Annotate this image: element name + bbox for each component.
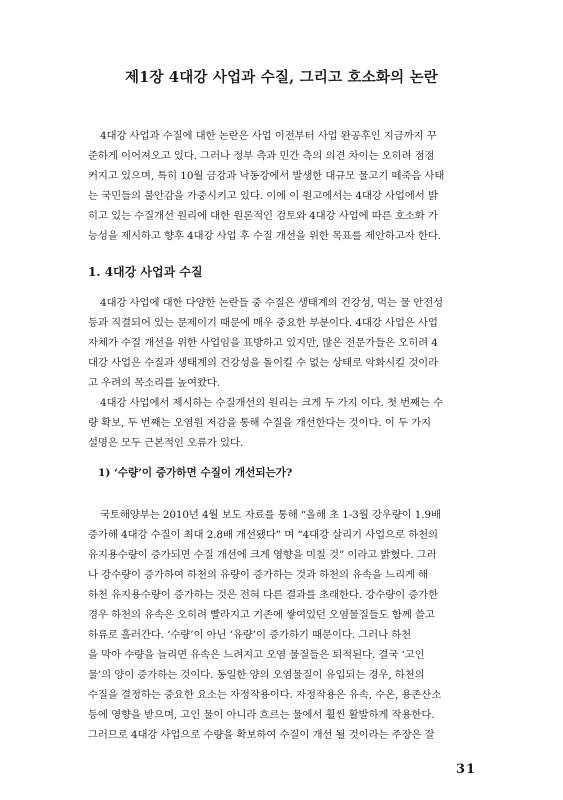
section-paragraph xyxy=(88,293,484,453)
section-heading: 1. 4대강 사업과 수질 xyxy=(88,265,203,279)
text-line: 유지용수량이 증가되면 수질 개선에 크게 영향을 미칠 것” 이라고 밝혔다. 그러 xyxy=(88,549,437,561)
page-number: 31 xyxy=(456,762,477,777)
text-line: 등에 영향을 받으며, 고인 물이 아니라 흐르는 물에서 훨씬 활발하게 작용한다. xyxy=(88,709,435,721)
text-line: 을 막아 수량을 늘리면 유속은 느려지고 오염 물질들은 퇴적된다. 결국 ‘고인 xyxy=(88,649,425,661)
text-line: 등과 직결되어 있는 문제이기 때문에 매우 중요한 부분이다. 4대강 사업은 사업 xyxy=(88,317,438,329)
subsection-paragraph xyxy=(88,505,484,745)
text-line: 수질을 결정하는 중요한 요소는 자정작용이다. 자정작용은 유속, 수온, 용존산소 xyxy=(88,689,442,701)
text-line: 4대강 사업과 수질에 대한 논란은 사업 이전부터 사업 완공후인 지금까지 꾸 xyxy=(100,130,437,142)
intro-paragraph xyxy=(88,126,484,246)
text-line: 준하게 이어져오고 있다. 그러나 정부 측과 민간 측의 의견 차이는 오히려 점점 xyxy=(88,150,435,162)
text-line: 설명은 모두 근본적인 오류가 있다. xyxy=(88,437,244,449)
text-line: 4대강 사업에 대한 다양한 논란들 중 수질은 생태계의 건강성, 먹는 물 안전성 xyxy=(100,297,444,309)
text-line: 그러므로 4대강 사업으로 수량을 확보하여 수질이 개선 될 것이라는 주장은 잘 xyxy=(88,729,435,741)
text-line: 4대강 사업에서 제시하는 수질개선의 원리는 크게 두 가지 이다. 첫 번째는 수 xyxy=(100,397,444,409)
text-line: 량 확보, 두 번째는 오염원 저감을 통해 수질을 개선한다는 것이다. 이 두 가지 xyxy=(88,417,431,429)
subsection-heading: 1) ‘수량’이 증가하면 수질이 개선되는가? xyxy=(98,467,293,479)
text-line: 자체가 수질 개선을 위한 사업임을 표방하고 있지만, 많은 전문가들은 오히려 4 xyxy=(88,337,438,349)
text-line: 국토해양부는 2010년 4월 보도 자료를 통해 “올해 초 1-3월 강우량이 1.9배 xyxy=(100,509,441,521)
text-line: 능성을 제시하고 향후 4대강 사업 후 수질 개선을 위한 목표를 제안하고자 한다. xyxy=(88,230,442,242)
text-line: 나 강수량이 증가하여 하천의 유량이 증가하는 것과 하천의 유속을 느리게 해 xyxy=(88,569,429,581)
text-line: 대강 사업은 수질과 생태계의 건강성을 돌이킬 수 없는 상태로 악화시킬 것이라 xyxy=(88,357,439,369)
text-line: 하천 유지용수량이 증가하는 것은 전혀 다른 결과를 초래한다. 강수량이 증가한 xyxy=(88,589,439,601)
text-line: 경우 하천의 유속은 오히려 빨라지고 기존에 쌓여있던 오염물질들도 함께 쓸고 xyxy=(88,609,435,621)
text-line: 는 국민들의 불안감을 가중시키고 있다. 이에 이 원고에서는 4대강 사업에서 밝 xyxy=(88,190,438,202)
text-line: 하류로 흘러간다. ‘수량’이 아닌 ‘유량’이 증가하기 때문이다. 그러나 하천 xyxy=(88,629,412,641)
text-line: 히고 있는 수질개선 원리에 대한 원론적인 검토와 4대강 사업에 따른 호소화 가 xyxy=(88,210,438,222)
text-line: 커지고 있으며, 특히 10월 금강과 낙동강에서 발생한 대규모 물고기 떼죽음 사태 xyxy=(88,170,445,182)
text-line: 물’의 양이 증가하는 것이다. 동일한 양의 오염물질이 유입되는 경우, 하천의 xyxy=(88,669,425,681)
text-line: 증가해 4대강 수질이 최대 2.8배 개선됐다” 며 “4대강 살리기 사업으로 하천의 xyxy=(88,529,438,541)
text-line: 고 우려의 목소리를 높여왔다. xyxy=(88,377,221,389)
page-title: 제1장 4대강 사업과 수질, 그리고 호소화의 논란 xyxy=(124,69,439,86)
